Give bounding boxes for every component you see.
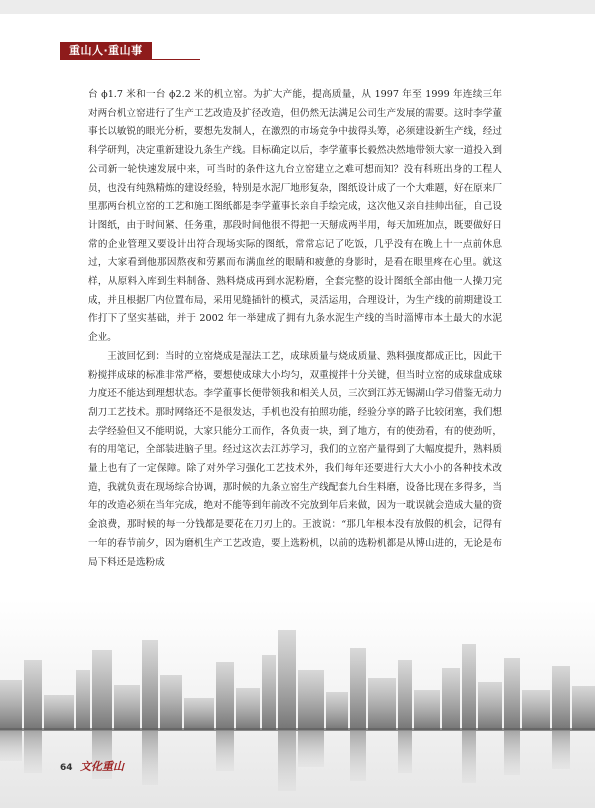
header-rule <box>60 59 200 60</box>
section-tag: 重山人·重山事 <box>60 42 152 59</box>
article-body <box>88 86 502 572</box>
page-number: 64 <box>60 763 73 773</box>
top-band <box>0 0 595 14</box>
article-paragraph-1: 台 ϕ1.7 米和一台 ϕ2.2 米的机立窑。为扩大产能，提高质量，从 1997 年至 1999 年连续三年对两台机立窑进行了生产工艺改造及扩径改造，但仍然无法满足公司生产发展的需要。这时李学董事长以敏锐的眼光分析，要想先发制人，在激烈的市场竞争中拔得头筹，必须建设新生产线，经过科学研判，决定重新建设九条生产线。目标确定以后，李学董事长毅然决然地带领大家一道投入到公司新一轮快速发展中来，可当时的条件这九台立窑建立之难可想而知？没有科班出身的工程人员，也没有纯熟精炼的建设经验，特别是水泥厂地形复杂，图纸设计成了一个大难题，好在原来厂里那两台机立窑的工艺和施工图纸都是李学董事长亲自手绘完成，这次他又亲自挂帅出征，自己设计图纸，由于时间紧、任务重，那段时间他很不得把一天掰成两半用，每天加班加点，既要做好日常的企业管理又要设计出符合现场实际的图纸，常常忘记了吃饭，几乎没有在晚上十一点前休息过，大家看到他那因熬夜和劳累而布满血丝的眼睛和疲惫的身影时，是看在眼里疼在心里。就这样，从原料入库到生料制备、熟料烧成再到水泥粉磨，全套完整的设计图纸全部由他一人操刀完成，并且根据厂内位置布局，采用见缝插针的模式，灵活运用，合理设计，为生产线的前期建设工作打下了坚实基础，并于 2002 年一举建成了拥有九条水泥生产线的当时淄博市本土最大的水泥企业。 <box>88 89 502 344</box>
city-skyline-image <box>0 600 595 808</box>
article-paragraph-2: 王波回忆到：当时的立窑烧成是湿法工艺，成球质量与烧成质量、熟料强度都成正比，因此干粉搅拌成球的标准非常严格，要想使成球大小均匀，双重搅拌十分关键，但当时立窑的成球盘成球力度还不能达到理想状态。李学董事长便带领我和相关人员，三次到江苏无锡湖山学习借鉴无动力刮刀工艺技术。那时网络还不是很发达，手机也没有拍照功能，经验分享的路子比较闭塞，我们想去学经验但又不能明说，大家只能分工而作，各负责一块，到了地方，有的使劲看，有的使劲听，有的用笔记，全部装进脑子里。经过这次去江苏学习，我们的立窑产量得到了大幅度提升，熟料质量上也有了一定保障。除了对外学习强化工艺技术外，我们每年还要进行大大小小的各种技术改造，我就负责在现场综合协调，那时候的九条立窑生产线配套九台生料磨，设备比现在多得多，当年的改造必须在当年完成，绝对不能等到年前改不完放到年后来做，因为一耽误就会造成大量的资金浪费，那时候的每一分钱都是要花在刀刃上的。王波说：“那几年根本没有放假的机会，记得有一年的春节前夕，因为磨机生产工艺改造，要上选粉机，以前的选粉机都是从博山进的，无论是布局下料还是选粉成 <box>88 350 502 568</box>
magazine-logo: 文化重山 <box>80 760 124 773</box>
